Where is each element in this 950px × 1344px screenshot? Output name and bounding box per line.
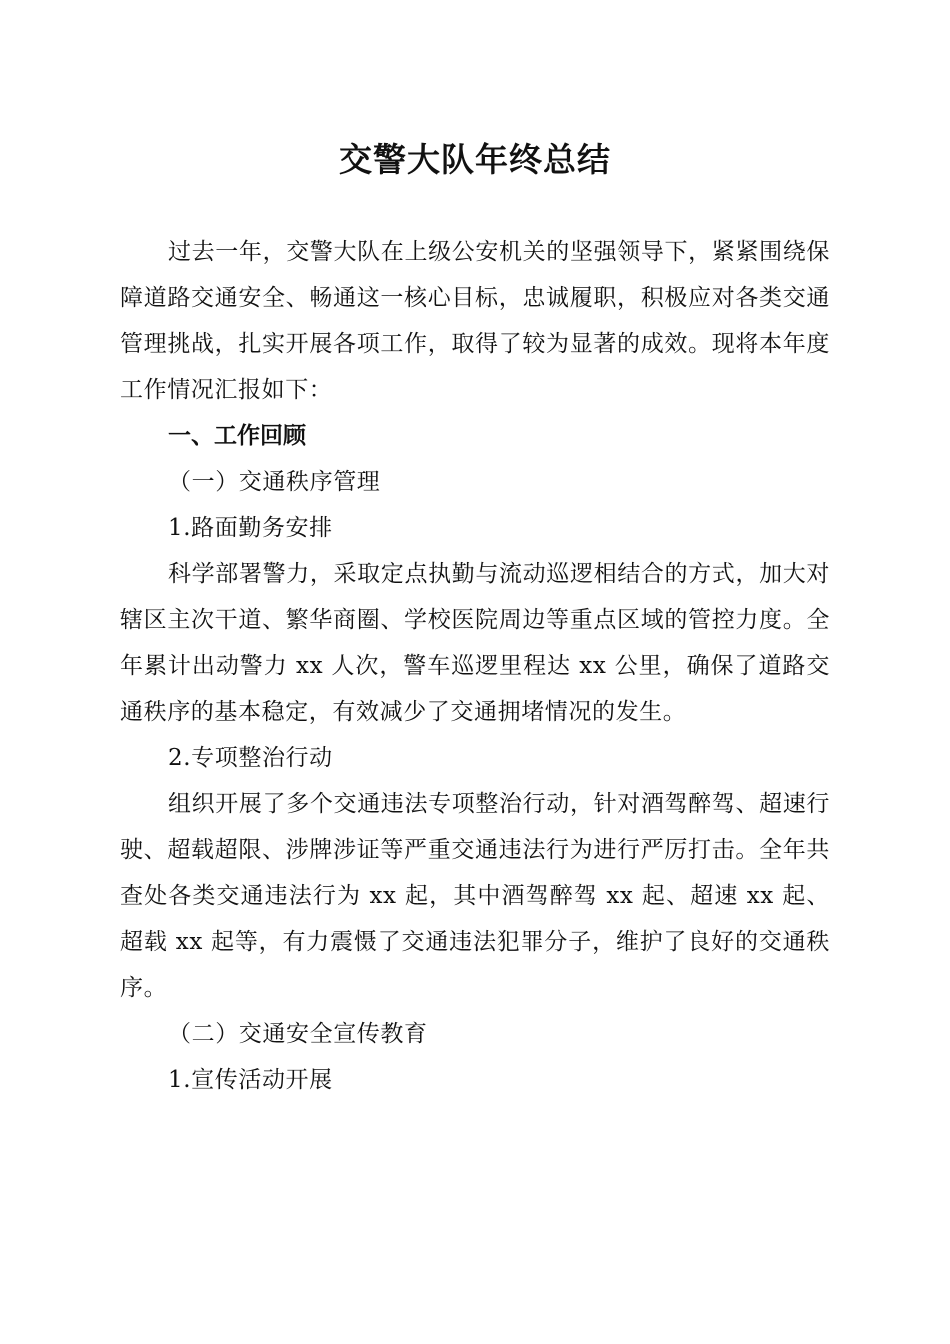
- item-heading-publicity-activities: 1.宣传活动开展: [168, 1067, 333, 1093]
- document-body: [120, 229, 830, 1103]
- section-heading-work-review: 一、工作回顾: [168, 423, 306, 449]
- subsection-heading-safety-education: （二）交通安全宣传教育: [168, 1021, 428, 1047]
- document-title: 交警大队年终总结: [339, 140, 611, 179]
- subsection-heading-traffic-order: （一）交通秩序管理: [168, 469, 381, 495]
- item-heading-road-duty: 1.路面勤务安排: [168, 515, 333, 541]
- item-paragraph-special-rectification: 组织开展了多个交通违法专项整治行动，针对酒驾醉驾、超速行驶、超载超限、涉牌涉证等严重交通违法行为进行严厉打击。全年共查处各类交通违法行为 xx 起，其中酒驾醉驾 xx 起、超速 xx 起、超载 xx 起等，有力震慑了交通违法犯罪分子，维护了良好的交通秩序。: [120, 791, 830, 1001]
- intro-paragraph: 过去一年，交警大队在上级公安机关的坚强领导下，紧紧围绕保障道路交通安全、畅通这一核心目标，忠诚履职，积极应对各类交通管理挑战，扎实开展各项工作，取得了较为显著的成效。现将本年度工作情况汇报如下：: [120, 239, 830, 403]
- item-heading-special-rectification: 2.专项整治行动: [168, 745, 333, 771]
- item-paragraph-road-duty: 科学部署警力，采取定点执勤与流动巡逻相结合的方式，加大对辖区主次干道、繁华商圈、学校医院周边等重点区域的管控力度。全年累计出动警力 xx 人次，警车巡逻里程达 xx 公里，确保了道路交通秩序的基本稳定，有效减少了交通拥堵情况的发生。: [120, 561, 830, 725]
